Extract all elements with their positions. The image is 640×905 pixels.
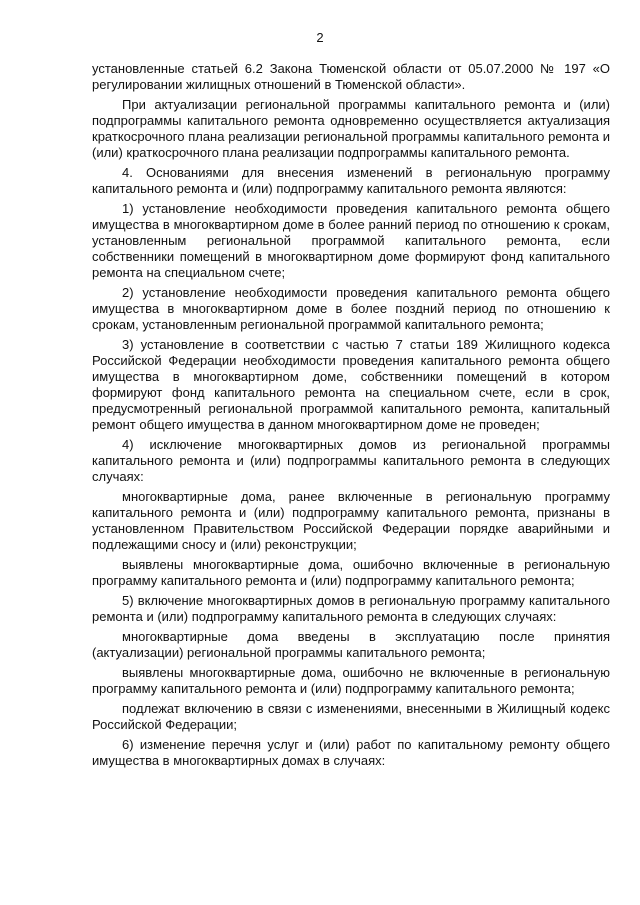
- paragraph: выявлены многоквартирные дома, ошибочно включенные в региональную программу капитального ремонта и (или) подпрограмму капитального ремонта;: [92, 557, 610, 588]
- paragraph: 4) исключение многоквартирных домов из региональной программы капитального ремонта и (или) подпрограммы капитального ремонта в следующих случаях:: [92, 437, 610, 484]
- paragraph: 4. Основаниями для внесения изменений в региональную программу капитального ремонта и (или) подпрограмму капитального ремонта являются:: [92, 165, 610, 196]
- paragraph: установленные статьей 6.2 Закона Тюменской области от 05.07.2000 № 197 «О регулировании жилищных отношений в Тюменской области».: [92, 61, 610, 92]
- paragraph: подлежат включению в связи с изменениями, внесенными в Жилищный кодекс Российской Федерации;: [92, 701, 610, 732]
- paragraph: многоквартирные дома, ранее включенные в региональную программу капитального ремонта и (или) подпрограмму капитального ремонта, признаны в установленном Правительством Российской Федерации порядке аварийными и подлежащими сносу и (или) реконструкции;: [92, 489, 610, 552]
- paragraph: 5) включение многоквартирных домов в региональную программу капитального ремонта и (или) подпрограмму капитального ремонта в следующих случаях:: [92, 593, 610, 624]
- paragraph: 6) изменение перечня услуг и (или) работ по капитальному ремонту общего имущества в многоквартирных домах в случаях:: [92, 737, 610, 768]
- document-body: [92, 61, 610, 769]
- paragraph: многоквартирные дома введены в эксплуатацию после принятия (актуализации) региональной программы капитального ремонта;: [92, 629, 610, 660]
- paragraph: 2) установление необходимости проведения капитального ремонта общего имущества в многоквартирном доме в более поздний период по отношению к срокам, установленным региональной программой капитального ремонта;: [92, 285, 610, 332]
- paragraph: 3) установление в соответствии с частью 7 статьи 189 Жилищного кодекса Российской Федерации необходимости проведения капитального ремонта общего имущества в многоквартирном доме, собственники помещений в котором формируют фонд капитального ремонта на специальном счете, если в срок, предусмотренный региональной программой капитального ремонта, капитальный ремонт общего имущества в данном многоквартирном доме не проведен;: [92, 337, 610, 432]
- paragraph: При актуализации региональной программы капитального ремонта и (или) подпрограммы капитального ремонта одновременно осуществляется актуализация краткосрочного плана реализации региональной программы капитального ремонта и (или) краткосрочного плана реализации подпрограммы капитального ремонта.: [92, 97, 610, 160]
- paragraph: 1) установление необходимости проведения капитального ремонта общего имущества в многоквартирном доме в более ранний период по отношению к срокам, установленным региональной программой капитального ремонта, если собственники помещений в многоквартирном доме формируют фонд капитального ремонта на специальном счете;: [92, 201, 610, 280]
- paragraph: выявлены многоквартирные дома, ошибочно не включенные в региональную программу капитального ремонта и (или) подпрограмму капитального ремонта;: [92, 665, 610, 696]
- page-number: 2: [316, 30, 324, 45]
